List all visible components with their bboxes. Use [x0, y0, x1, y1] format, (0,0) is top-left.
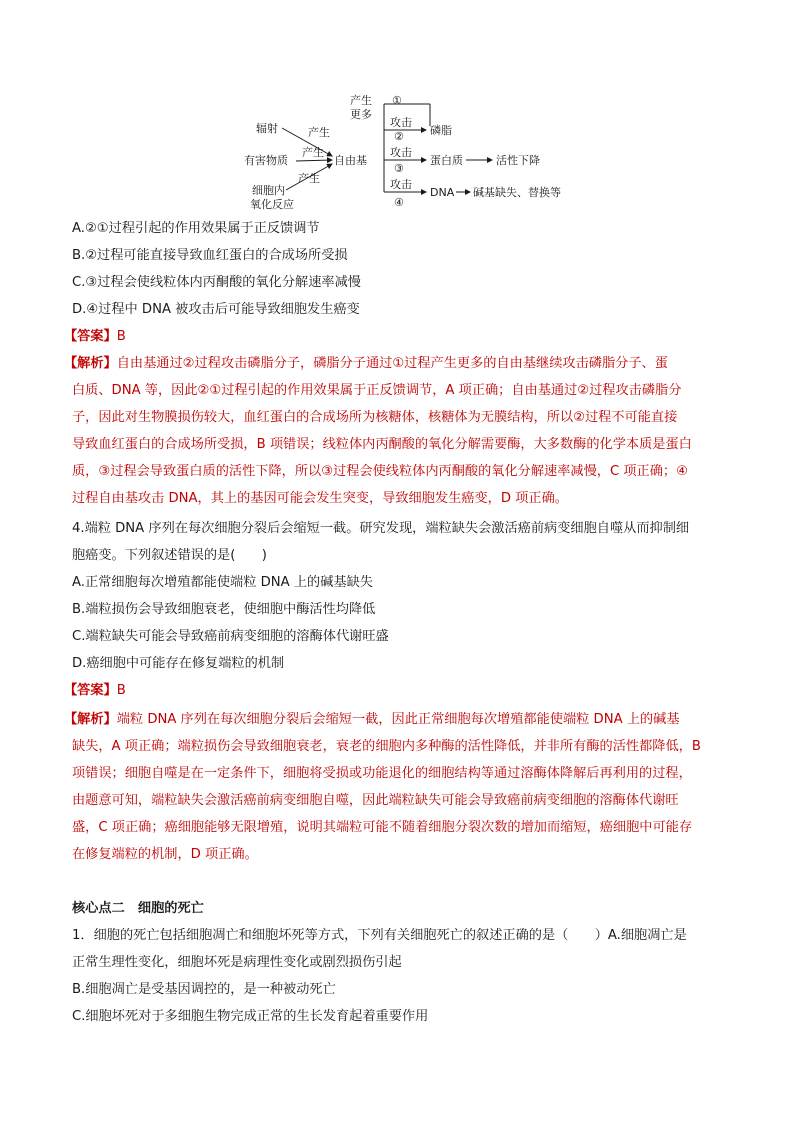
- activity-down-label: 活性下降: [496, 154, 540, 167]
- q4-option-b: B.端粒损伤会导致细胞衰老，使细胞中酶活性均降低: [72, 602, 376, 617]
- attack-label-1: 攻击: [390, 116, 412, 129]
- protein-label: 蛋白质: [430, 154, 463, 167]
- q4-stem-line-1: 4.端粒 DNA 序列在每次细胞分裂后会缩短一截。研究发现，端粒缺失会激活癌前病变细胞自噬从而抑制细: [72, 521, 690, 536]
- q4-stem-line-2: 胞癌变。下列叙述错误的是( ): [72, 548, 267, 563]
- analysis-text: 端粒 DNA 序列在每次细胞分裂后会缩短一截，因此正常细胞每次增殖都能使端粒 DNA 上的碱基: [116, 712, 680, 727]
- analysis-tag: 【解析】: [64, 712, 117, 727]
- q3-option-d: D.④过程中 DNA 被攻击后可能导致细胞发生癌变: [72, 302, 360, 317]
- q4-option-a: A.正常细胞每次增殖都能使端粒 DNA 上的碱基缺失: [72, 575, 373, 590]
- analysis-text: 自由基通过②过程攻击磷脂分子，磷脂分子通过①过程产生更多的自由基继续攻击磷脂分子、蛋: [116, 356, 668, 371]
- answer-tag: 【答案】: [64, 329, 117, 344]
- answer-tag: 【答案】: [64, 683, 117, 698]
- q4-option-c: C.端粒缺失可能会导致癌前病变细胞的溶酶体代谢旺盛: [72, 629, 389, 644]
- q4-analysis-line-4: 由题意可知，端粒缺失会激活癌前病变细胞自噬，因此端粒缺失可能会导致癌前病变细胞的溶酶体代谢旺: [72, 793, 679, 808]
- q3-analysis-line-4: 导致血红蛋白的合成场所受损，B 项错误；线粒体内丙酮酸的氧化分解需要酶，大多数酶的化学本质是蛋白: [72, 437, 692, 452]
- q3-answer: [64, 328, 126, 346]
- dna-label: DNA: [430, 186, 455, 199]
- produce-more-label-2: 更多: [350, 108, 372, 121]
- q3-analysis-line-2: 白质、DNA 等，因此②①过程引起的作用效果属于正反馈调节，A 项正确；自由基通过②过程攻击磷脂分: [72, 383, 682, 398]
- harmful-substance-label: 有害物质: [244, 154, 288, 167]
- q3-option-c: C.③过程会使线粒体内丙酮酸的氧化分解速率减慢: [72, 275, 361, 290]
- q4-option-d: D.癌细胞中可能存在修复端粒的机制: [72, 656, 285, 671]
- analysis-tag: 【解析】: [64, 356, 117, 371]
- s2-q1-option-b: B.细胞凋亡是受基因调控的，是一种被动死亡: [72, 982, 336, 997]
- q4-answer: [64, 682, 126, 700]
- produce-label-3: 产生: [298, 172, 320, 185]
- q4-analysis-line-2: 缺失，A 项正确；端粒损伤会导致细胞衰老，衰老的细胞内多种酶的活性降低，并非所有酶的活性都降低，B: [72, 739, 701, 754]
- attack-label-3: 攻击: [390, 178, 412, 191]
- produce-label-1: 产生: [308, 126, 330, 139]
- produce-label-2: 产生: [302, 146, 324, 159]
- base-loss-label: 碱基缺失、替换等: [473, 186, 561, 199]
- arrow-harmful: [296, 160, 332, 161]
- process-2-marker: ②: [394, 130, 404, 143]
- s2-q1-stem-line-2: 正常生理性变化，细胞坏死是病理性变化或剧烈损伤引起: [72, 955, 402, 970]
- q4-analysis-line-1: [64, 711, 680, 729]
- process-4-marker: ④: [394, 196, 404, 209]
- q3-option-b: B.②过程可能直接导致血红蛋白的合成场所受损: [72, 248, 348, 263]
- produce-more-label-1: 产生: [350, 94, 372, 107]
- q4-analysis-line-5: 盛，C 项正确；癌细胞能够无限增殖，说明其端粒可能不随着细胞分裂次数的增加而缩短，癌细胞中可能存: [72, 820, 693, 835]
- q3-analysis-line-1: [64, 355, 668, 373]
- section-title: 核心点二 细胞的死亡: [72, 901, 204, 916]
- answer-value: B: [116, 683, 126, 698]
- s2-q1-option-c: C.细胞坏死对于多细胞生物完成正常的生长发育起着重要作用: [72, 1009, 429, 1024]
- process-1-marker: ①: [392, 94, 402, 107]
- q3-analysis-line-3: 子，因此对生物膜损伤较大，血红蛋白的合成场所为核糖体，核糖体为无膜结构，所以②过程不可能直接: [72, 410, 678, 425]
- free-radical-diagram: [240, 90, 570, 210]
- process-3-marker: ③: [394, 162, 404, 175]
- q4-analysis-line-6: 在修复端粒的机制，D 项正确。: [72, 847, 258, 862]
- answer-value: B: [116, 329, 126, 344]
- q3-option-a: A.②①过程引起的作用效果属于正反馈调节: [72, 221, 320, 236]
- phospholipid-label: 磷脂: [430, 124, 452, 137]
- radiation-label: 辐射: [256, 122, 278, 135]
- q3-analysis-line-6: 过程自由基攻击 DNA，其上的基因可能会发生突变，导致细胞发生癌变，D 项正确。: [72, 491, 568, 506]
- cell-oxidation-label-2: 氧化反应: [250, 198, 294, 210]
- free-radical-label: 自由基: [334, 154, 367, 167]
- s2-q1-stem-line-1: 1．细胞的死亡包括细胞凋亡和细胞坏死等方式，下列有关细胞死亡的叙述正确的是（ ）A.细胞凋亡是: [72, 928, 687, 943]
- attack-label-2: 攻击: [390, 146, 412, 159]
- cell-oxidation-label-1: 细胞内: [252, 184, 285, 197]
- q3-analysis-line-5: 质，③过程会导致蛋白质的活性下降，所以③过程会使线粒体内丙酮酸的氧化分解速率减慢，C 项正确；④: [72, 464, 688, 479]
- q4-analysis-line-3: 项错误；细胞自噬是在一定条件下，细胞将受损或功能退化的细胞结构等通过溶酶体降解后再利用的过程，: [72, 766, 692, 781]
